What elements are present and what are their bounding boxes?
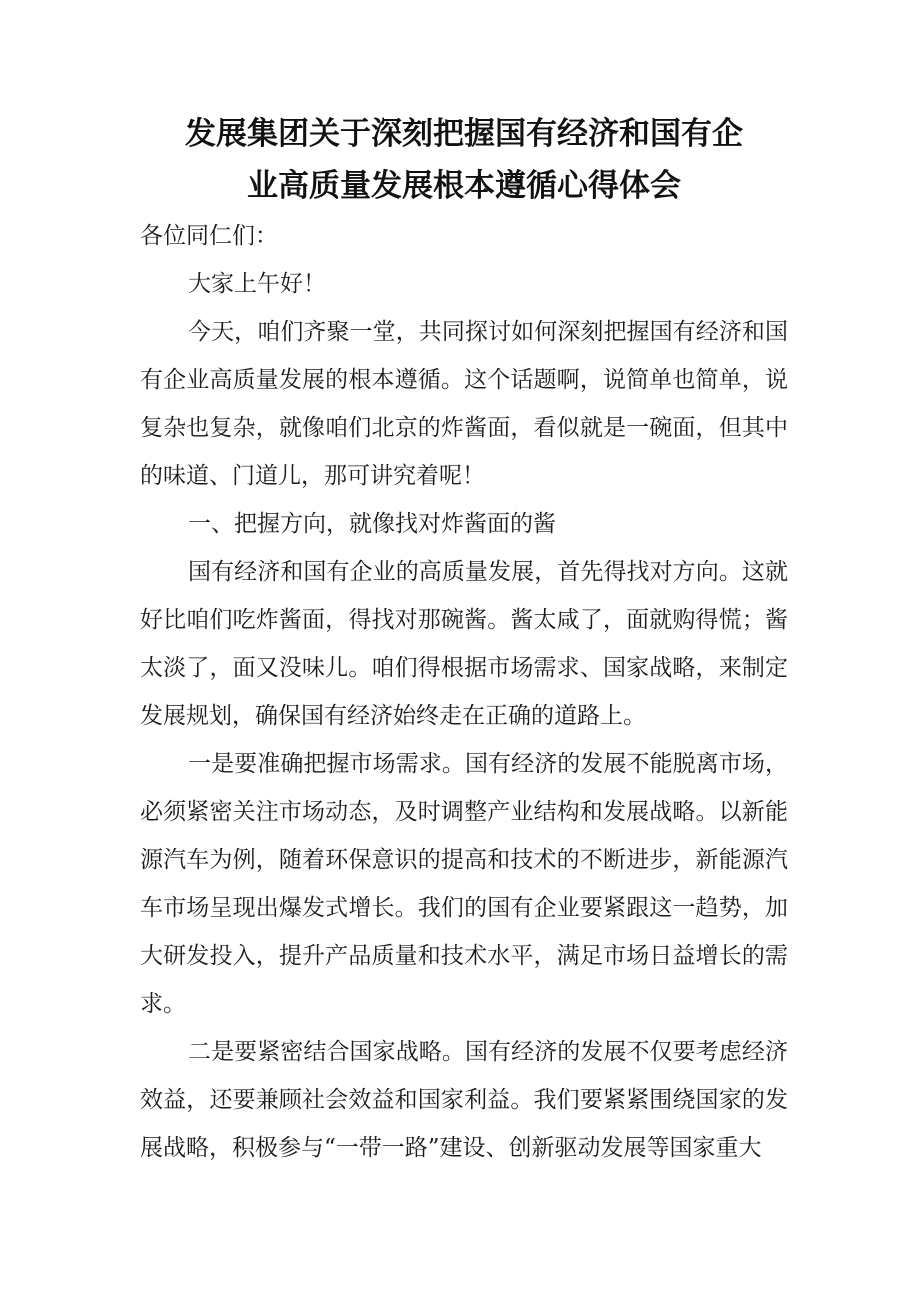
document-body xyxy=(140,212,788,1172)
greeting: 大家上午好！ xyxy=(188,271,326,297)
paragraph-national-strategy: 二是要紧密结合国家战略。国有经济的发展不仅要考虑经济效益，还要兼顾社会效益和国家利益。我们要紧紧围绕国家的发展战略，积极参与“一带一路”建设、创新驱动发展等国家重大 xyxy=(140,1039,788,1161)
section-heading-1: 一、把握方向，就像找对炸酱面的酱 xyxy=(188,511,556,537)
paragraph-intro: 今天，咱们齐聚一堂，共同探讨如何深刻把握国有经济和国有企业高质量发展的根本遵循。这个话题啊，说简单也简单，说复杂也复杂，就像咱们北京的炸酱面，看似就是一碗面，但其中的味道、门道儿，那可讲究着呢！ xyxy=(140,319,788,489)
document-title xyxy=(140,108,788,212)
salutation: 各位同仁们： xyxy=(140,223,278,249)
title-line-1: 发展集团关于深刻把握国有经济和国有企 xyxy=(185,116,743,152)
paragraph-market-demand: 一是要准确把握市场需求。国有经济的发展不能脱离市场，必须紧密关注市场动态，及时调整产业结构和发展战略。以新能源汽车为例，随着环保意识的提高和技术的不断进步，新能源汽车市场呈现出爆发式增长。我们的国有企业要紧跟这一趋势，加大研发投入，提升产品质量和技术水平，满足市场日益增长的需求。 xyxy=(140,751,788,1017)
title-line-2: 业高质量发展根本遵循心得体会 xyxy=(247,168,681,204)
paragraph-direction: 国有经济和国有企业的高质量发展，首先得找对方向。这就好比咱们吃炸酱面，得找对那碗酱。酱太咸了，面就购得慌；酱太淡了，面又没味儿。咱们得根据市场需求、国家战略，来制定发展规划，确保国有经济始终走在正确的道路上。 xyxy=(140,559,788,729)
